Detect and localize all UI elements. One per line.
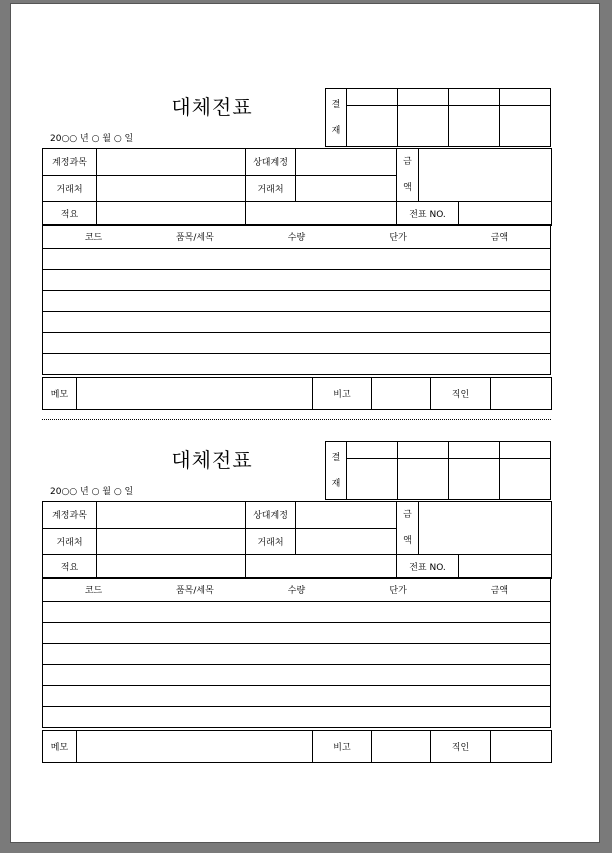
summary-field-2[interactable]: [246, 202, 397, 226]
approval-sign-cell[interactable]: [500, 459, 551, 500]
slip-no-label: 전표 NO.: [397, 202, 459, 226]
table-row[interactable]: [43, 270, 551, 291]
table-row[interactable]: [43, 707, 551, 728]
column-header: 금액: [449, 578, 551, 602]
approval-label-top: 결: [331, 452, 341, 463]
footer-table: [42, 730, 552, 763]
summary-field[interactable]: [97, 202, 246, 226]
summary-label: 적요: [43, 202, 97, 226]
approval-header-cell[interactable]: [398, 89, 449, 106]
table-row[interactable]: [43, 644, 551, 665]
voucher-date: 20○○ 년 ○ 월 ○ 일: [50, 134, 134, 144]
amount-label: [397, 502, 419, 555]
voucher-title: 대체전표: [171, 95, 253, 119]
counter-account-field[interactable]: [296, 502, 397, 529]
account-label: 계정과목: [43, 149, 97, 176]
counter-account-label: 상대계정: [246, 502, 296, 529]
approval-header-cell[interactable]: [398, 442, 449, 459]
voucher-date: 20○○ 년 ○ 월 ○ 일: [50, 487, 134, 497]
approval-label-bottom: 재: [331, 478, 341, 489]
voucher-title: 대체전표: [171, 448, 253, 472]
amount-field[interactable]: [419, 502, 552, 555]
counter-account-field[interactable]: [296, 149, 397, 176]
approval-label-top: 결: [331, 99, 341, 110]
account-info-table: [42, 148, 552, 226]
table-row[interactable]: [43, 333, 551, 354]
amount-label-top: 금: [403, 510, 412, 520]
table-row[interactable]: [43, 602, 551, 623]
client-field-2[interactable]: [296, 528, 397, 555]
client-label: 거래처: [43, 175, 97, 202]
items-table: [42, 577, 551, 728]
confirm-field[interactable]: [491, 731, 552, 763]
amount-label-bottom: 액: [403, 536, 412, 546]
column-header: 품목/세목: [144, 578, 246, 602]
approval-label-bottom: 재: [331, 125, 341, 136]
approval-sign-cell[interactable]: [398, 459, 449, 500]
table-row[interactable]: [43, 623, 551, 644]
cut-line: [42, 419, 551, 420]
account-field[interactable]: [97, 149, 246, 176]
confirm-label: 직인: [431, 731, 491, 763]
client-label: 거래처: [43, 528, 97, 555]
summary-field[interactable]: [97, 555, 246, 579]
confirm-label: 직인: [431, 378, 491, 410]
approval-box: [325, 88, 551, 147]
amount-field[interactable]: [419, 149, 552, 202]
client-field[interactable]: [97, 528, 246, 555]
slip-no-field[interactable]: [459, 202, 552, 226]
slip-no-label: 전표 NO.: [397, 555, 459, 579]
account-field[interactable]: [97, 502, 246, 529]
table-row[interactable]: [43, 686, 551, 707]
approval-header-cell[interactable]: [500, 442, 551, 459]
amount-label: [397, 149, 419, 202]
table-row[interactable]: [43, 354, 551, 375]
approval-sign-cell[interactable]: [500, 106, 551, 147]
approval-sign-cell[interactable]: [347, 106, 398, 147]
approval-header-cell[interactable]: [449, 89, 500, 106]
summary-label: 적요: [43, 555, 97, 579]
column-header: 품목/세목: [144, 225, 246, 249]
account-info-table: [42, 501, 552, 579]
approval-header-cell[interactable]: [347, 89, 398, 106]
column-header: 코드: [43, 225, 145, 249]
table-row[interactable]: [43, 665, 551, 686]
approval-label: [326, 442, 347, 500]
approval-sign-cell[interactable]: [449, 106, 500, 147]
column-header: 수량: [246, 225, 348, 249]
slip-no-field[interactable]: [459, 555, 552, 579]
confirm-field[interactable]: [491, 378, 552, 410]
client-label-2: 거래처: [246, 528, 296, 555]
column-header: 단가: [347, 578, 449, 602]
column-header: 금액: [449, 225, 551, 249]
table-row[interactable]: [43, 249, 551, 270]
memo-field[interactable]: [77, 731, 313, 763]
amount-label-bottom: 액: [403, 183, 412, 193]
items-table: [42, 224, 551, 375]
client-label-2: 거래처: [246, 175, 296, 202]
note-label: 비고: [313, 378, 372, 410]
footer-table: [42, 377, 552, 410]
column-header: 코드: [43, 578, 145, 602]
table-row[interactable]: [43, 291, 551, 312]
counter-account-label: 상대계정: [246, 149, 296, 176]
memo-label: 메모: [43, 731, 77, 763]
approval-header-cell[interactable]: [500, 89, 551, 106]
approval-box: [325, 441, 551, 500]
approval-sign-cell[interactable]: [398, 106, 449, 147]
approval-label: [326, 89, 347, 147]
client-field-2[interactable]: [296, 175, 397, 202]
summary-field-2[interactable]: [246, 555, 397, 579]
approval-header-cell[interactable]: [449, 442, 500, 459]
note-label: 비고: [313, 731, 372, 763]
memo-field[interactable]: [77, 378, 313, 410]
column-header: 단가: [347, 225, 449, 249]
note-field[interactable]: [372, 378, 431, 410]
account-label: 계정과목: [43, 502, 97, 529]
approval-sign-cell[interactable]: [347, 459, 398, 500]
note-field[interactable]: [372, 731, 431, 763]
client-field[interactable]: [97, 175, 246, 202]
amount-label-top: 금: [403, 157, 412, 167]
approval-sign-cell[interactable]: [449, 459, 500, 500]
memo-label: 메모: [43, 378, 77, 410]
table-row[interactable]: [43, 312, 551, 333]
column-header: 수량: [246, 578, 348, 602]
approval-header-cell[interactable]: [347, 442, 398, 459]
